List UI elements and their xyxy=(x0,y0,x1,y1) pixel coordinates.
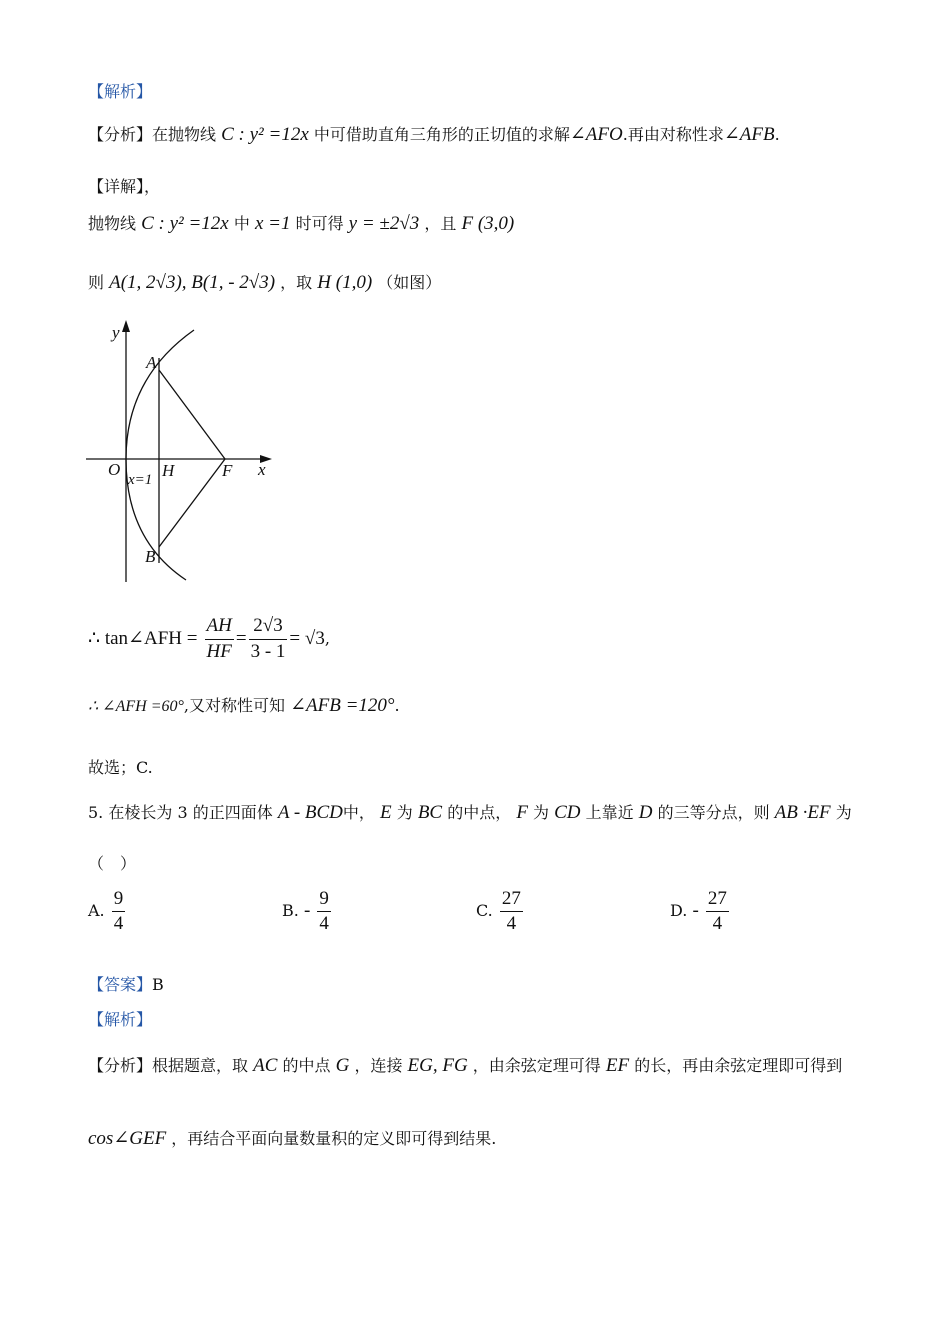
text: 则 xyxy=(88,273,105,292)
analysis-tag: 【分析】 xyxy=(88,1056,153,1075)
text: 抛物线 xyxy=(88,214,137,233)
segment-ef: EF xyxy=(605,1055,630,1076)
y-axis-arrow xyxy=(122,320,130,332)
label-y: y xyxy=(112,323,120,342)
parabola-equation: C : y² =12x xyxy=(141,213,229,234)
text: 时可得 xyxy=(295,214,344,233)
angle-afb-value: ∠AFB =120° xyxy=(290,695,395,716)
label-x-equals-1: x=1 xyxy=(128,472,153,488)
question-paren: （ ） xyxy=(88,854,137,873)
denominator: 3 - 1 xyxy=(250,640,286,662)
x-equals-1: x =1 xyxy=(254,213,291,234)
parabola-equation: C : y² =12x xyxy=(221,124,309,145)
numerator: 27 xyxy=(706,888,729,912)
point-e: E xyxy=(380,802,392,823)
fraction-values xyxy=(249,615,288,664)
text: ，由余弦定理可得 xyxy=(472,1056,601,1075)
label-f: F xyxy=(222,461,233,480)
y-value: y = ±2√3 xyxy=(348,213,420,234)
question-text: 为 xyxy=(533,803,550,822)
answer-tag: 【答案】 xyxy=(88,975,153,994)
point-g: G xyxy=(335,1055,350,1076)
analysis-text: .再由对称性求 xyxy=(622,125,724,144)
question-text: 上靠近 xyxy=(585,803,634,822)
denominator: 4 xyxy=(319,913,329,934)
segment-bc: BC xyxy=(417,802,443,823)
points-a-b: A(1, 2√3), B(1, - 2√3) xyxy=(109,272,276,293)
section-header-jiexi-2: 【解析】 xyxy=(88,1010,153,1029)
label-x: x xyxy=(258,460,266,479)
numerator: 9 xyxy=(317,888,331,912)
result-sqrt3: = √3 xyxy=(289,627,325,649)
text: ，且 xyxy=(424,214,457,233)
analysis-line-1 xyxy=(88,124,780,147)
option-d[interactable] xyxy=(670,888,731,935)
option-fraction xyxy=(500,888,523,935)
parabola-curve xyxy=(126,330,194,580)
label-a: A xyxy=(146,353,157,372)
segment-af xyxy=(159,370,225,459)
text: 的长，再由余弦定理即可得到 xyxy=(634,1056,843,1075)
detail-tag: 【详解】 xyxy=(88,177,145,196)
analysis-text: 在抛物线 xyxy=(152,125,217,144)
period: . xyxy=(394,696,400,715)
segments-eg-fg: EG, FG xyxy=(407,1055,468,1076)
question-text: 的三等分点，则 xyxy=(657,803,770,822)
focus-point: F (3,0) xyxy=(461,213,515,234)
text: 中 xyxy=(233,214,250,233)
parabola-figure xyxy=(86,318,286,588)
text: ,又对称性可知 xyxy=(183,696,285,715)
numerator: 27 xyxy=(500,888,523,912)
question-text: 中， xyxy=(342,803,375,822)
numerator: 9 xyxy=(112,888,126,912)
segment-cd: CD xyxy=(554,802,581,823)
analysis-text: 中可借助直角三角形的正切值的求解 xyxy=(313,125,570,144)
point-d: D xyxy=(638,802,653,823)
label-h: H xyxy=(162,461,175,480)
option-letter: A. xyxy=(88,901,105,920)
text: 根据题意，取 xyxy=(152,1056,249,1075)
numerator: 2√3 xyxy=(249,615,288,640)
denominator: 4 xyxy=(712,913,723,934)
denominator: HF xyxy=(206,640,232,662)
angle-afb: ∠AFB xyxy=(723,124,775,145)
detail-line-2 xyxy=(88,272,441,295)
question-text: 5. 在棱长为 3 的正四面体 xyxy=(88,803,273,822)
angle-afo: ∠AFO xyxy=(569,124,623,145)
option-fraction xyxy=(317,888,331,935)
option-fraction xyxy=(706,888,729,935)
text: 的中点 xyxy=(282,1056,331,1075)
choice-line: 故选；C. xyxy=(88,758,153,777)
analysis-tag: 【分析】 xyxy=(88,125,153,144)
option-letter: D. xyxy=(670,901,688,920)
analysis-line-2 xyxy=(88,1055,842,1078)
point-h: H (1,0) xyxy=(317,272,373,293)
fraction-ah-hf xyxy=(205,615,234,664)
option-sign: - xyxy=(692,900,699,921)
question-text: 为 xyxy=(396,803,413,822)
text: （如图） xyxy=(377,273,442,292)
option-letter: B. xyxy=(282,901,299,920)
text: ，取 xyxy=(280,273,313,292)
angle-afh: ∴ ∠AFH =60° xyxy=(88,698,184,715)
option-sign: - xyxy=(303,900,311,921)
equals: = xyxy=(235,627,247,649)
question-text: 的中点， xyxy=(447,803,512,822)
cos-gef: cos∠GEF xyxy=(88,1128,167,1149)
point-f: F xyxy=(516,802,528,823)
segment-ac: AC xyxy=(253,1055,278,1076)
section-header-jiexi: 【解析】 xyxy=(88,82,153,101)
detail-line-1 xyxy=(88,213,514,236)
option-c[interactable] xyxy=(476,888,525,935)
tetrahedron: A - BCD xyxy=(277,802,343,823)
answer-value: B xyxy=(152,975,164,994)
analysis-line-3 xyxy=(88,1128,496,1151)
answer-line xyxy=(88,975,164,994)
tan-calculation xyxy=(88,615,330,664)
dot-product: AB ·EF xyxy=(774,802,831,823)
tan-expression: ∴ tan∠AFH = xyxy=(88,627,198,649)
label-b: B xyxy=(145,547,156,566)
text: ，连接 xyxy=(354,1056,403,1075)
comma: , xyxy=(324,628,330,648)
comma: ， xyxy=(144,177,161,196)
denominator: 4 xyxy=(113,913,124,934)
option-a[interactable] xyxy=(88,888,127,935)
question-5 xyxy=(88,802,852,825)
period: . xyxy=(774,125,780,144)
numerator: AH xyxy=(205,615,234,640)
label-o: O xyxy=(108,460,121,479)
option-fraction xyxy=(112,888,126,935)
option-letter: C. xyxy=(476,901,493,920)
question-text: 为 xyxy=(835,803,852,822)
option-b[interactable] xyxy=(282,888,333,935)
angle-conclusion xyxy=(88,695,400,718)
text: ，再结合平面向量数量积的定义即可得到结果. xyxy=(171,1129,497,1148)
denominator: 4 xyxy=(506,913,517,934)
detail-header xyxy=(88,177,160,196)
